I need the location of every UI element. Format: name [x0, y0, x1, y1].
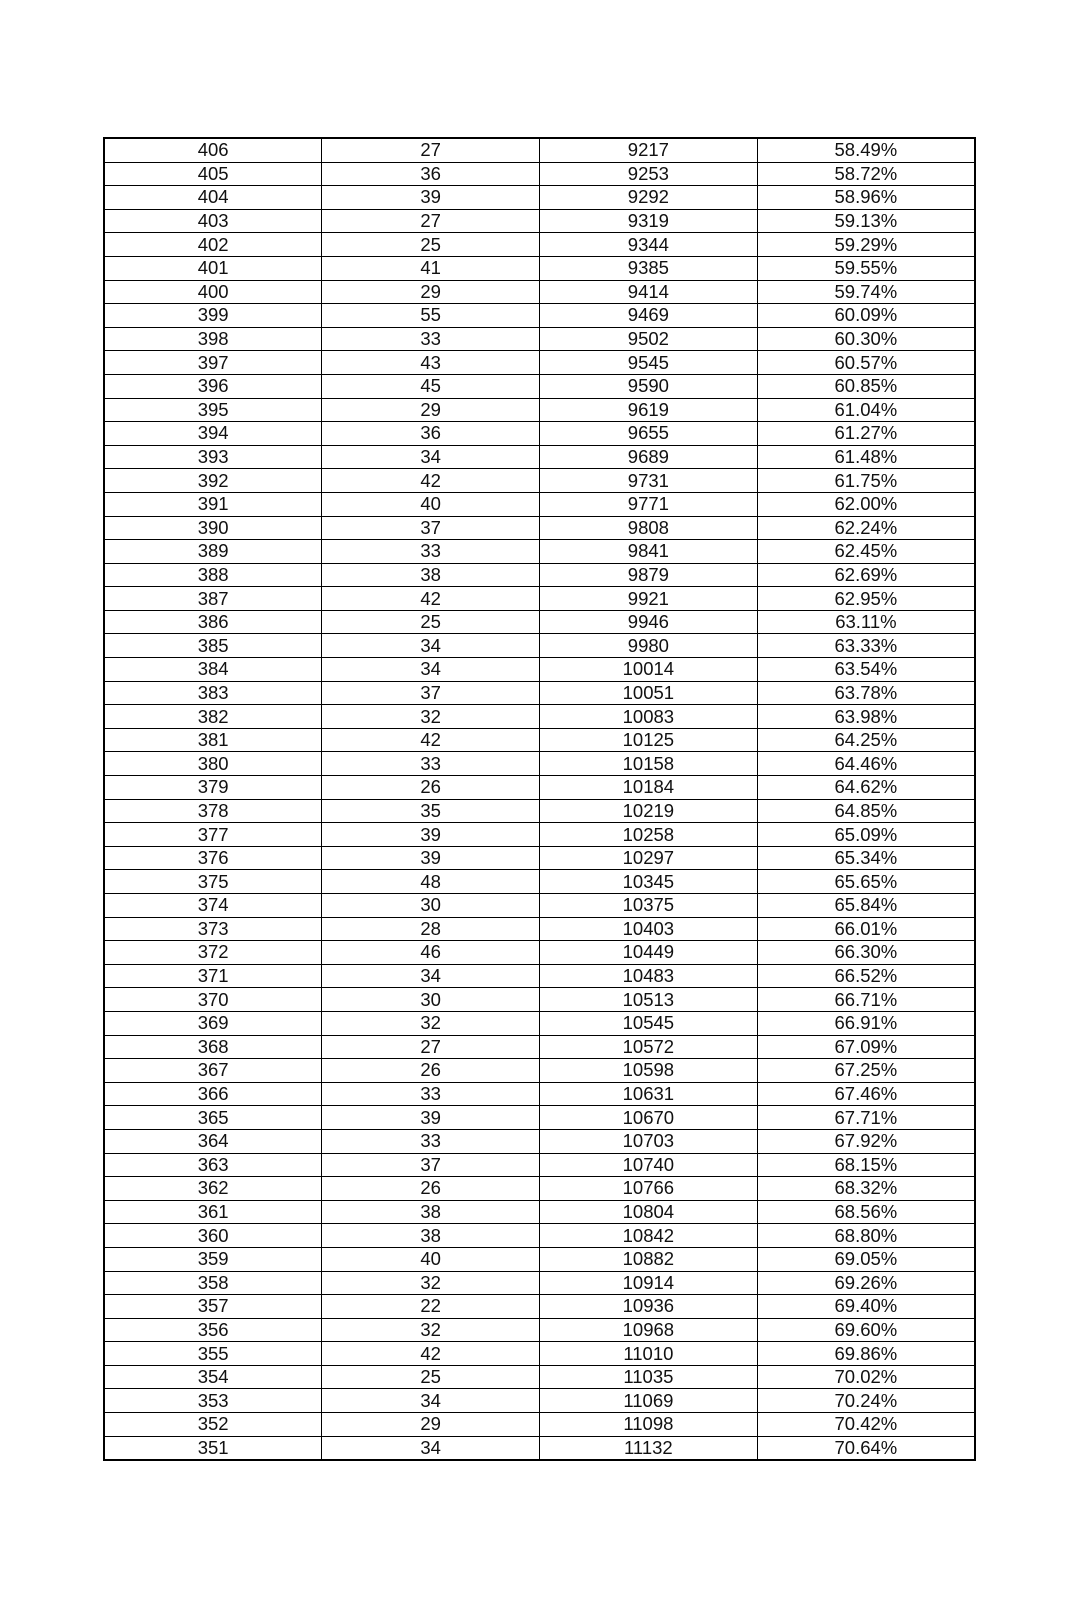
- count-cell: 34: [322, 1436, 540, 1460]
- table-row: [104, 1082, 975, 1106]
- percentage-cell: 67.71%: [757, 1106, 975, 1130]
- score-cell: 388: [104, 563, 322, 587]
- score-cell: 406: [104, 138, 322, 162]
- percentage-cell: 59.29%: [757, 233, 975, 257]
- count-cell: 33: [322, 1129, 540, 1153]
- percentage-cell: 70.02%: [757, 1365, 975, 1389]
- table-row: [104, 1295, 975, 1319]
- percentage-cell: 68.56%: [757, 1200, 975, 1224]
- cumulative-count-cell: 9921: [540, 587, 758, 611]
- percentage-cell: 63.54%: [757, 658, 975, 682]
- count-cell: 40: [322, 1247, 540, 1271]
- score-cell: 396: [104, 374, 322, 398]
- table-row: [104, 776, 975, 800]
- count-cell: 39: [322, 823, 540, 847]
- table-row: [104, 540, 975, 564]
- percentage-cell: 60.09%: [757, 304, 975, 328]
- table-row: [104, 870, 975, 894]
- percentage-cell: 69.86%: [757, 1342, 975, 1366]
- score-cell: 374: [104, 894, 322, 918]
- table-row: [104, 728, 975, 752]
- score-cell: 362: [104, 1177, 322, 1201]
- cumulative-count-cell: 9879: [540, 563, 758, 587]
- score-cell: 358: [104, 1271, 322, 1295]
- count-cell: 43: [322, 351, 540, 375]
- cumulative-count-cell: 10572: [540, 1035, 758, 1059]
- table-row: [104, 186, 975, 210]
- score-cell: 384: [104, 658, 322, 682]
- table-row: [104, 1059, 975, 1083]
- cumulative-count-cell: 10703: [540, 1129, 758, 1153]
- count-cell: 30: [322, 894, 540, 918]
- table-row: [104, 327, 975, 351]
- score-cell: 376: [104, 846, 322, 870]
- cumulative-count-cell: 10375: [540, 894, 758, 918]
- percentage-cell: 68.15%: [757, 1153, 975, 1177]
- score-cell: 398: [104, 327, 322, 351]
- score-cell: 378: [104, 799, 322, 823]
- table-row: [104, 964, 975, 988]
- count-cell: 35: [322, 799, 540, 823]
- score-cell: 372: [104, 941, 322, 965]
- percentage-cell: 62.24%: [757, 516, 975, 540]
- percentage-cell: 66.91%: [757, 1011, 975, 1035]
- cumulative-count-cell: 9619: [540, 398, 758, 422]
- score-cell: 352: [104, 1413, 322, 1437]
- table-row: [104, 233, 975, 257]
- count-cell: 33: [322, 1082, 540, 1106]
- percentage-cell: 62.69%: [757, 563, 975, 587]
- cumulative-count-cell: 9502: [540, 327, 758, 351]
- count-cell: 48: [322, 870, 540, 894]
- table-row: [104, 1271, 975, 1295]
- table-row: [104, 162, 975, 186]
- table-row: [104, 610, 975, 634]
- cumulative-count-cell: 9731: [540, 469, 758, 493]
- score-cell: 354: [104, 1365, 322, 1389]
- count-cell: 29: [322, 280, 540, 304]
- cumulative-count-cell: 10804: [540, 1200, 758, 1224]
- count-cell: 34: [322, 634, 540, 658]
- cumulative-count-cell: 10083: [540, 705, 758, 729]
- percentage-cell: 60.85%: [757, 374, 975, 398]
- cumulative-count-cell: 10631: [540, 1082, 758, 1106]
- score-cell: 381: [104, 728, 322, 752]
- cumulative-count-cell: 10184: [540, 776, 758, 800]
- score-cell: 375: [104, 870, 322, 894]
- table-row: [104, 138, 975, 162]
- count-cell: 32: [322, 1011, 540, 1035]
- count-cell: 26: [322, 1059, 540, 1083]
- score-cell: 383: [104, 681, 322, 705]
- score-cell: 402: [104, 233, 322, 257]
- cumulative-count-cell: 9545: [540, 351, 758, 375]
- cumulative-count-cell: 9590: [540, 374, 758, 398]
- cumulative-count-cell: 9414: [540, 280, 758, 304]
- cumulative-count-cell: 11069: [540, 1389, 758, 1413]
- cumulative-count-cell: 10483: [540, 964, 758, 988]
- percentage-cell: 66.52%: [757, 964, 975, 988]
- count-cell: 42: [322, 1342, 540, 1366]
- percentage-cell: 69.60%: [757, 1318, 975, 1342]
- percentage-cell: 63.78%: [757, 681, 975, 705]
- table-row: [104, 823, 975, 847]
- percentage-cell: 70.24%: [757, 1389, 975, 1413]
- score-cell: 373: [104, 917, 322, 941]
- table-row: [104, 681, 975, 705]
- table-row: [104, 988, 975, 1012]
- count-cell: 36: [322, 422, 540, 446]
- score-cell: 357: [104, 1295, 322, 1319]
- table-row: [104, 705, 975, 729]
- percentage-cell: 66.71%: [757, 988, 975, 1012]
- score-cell: 389: [104, 540, 322, 564]
- percentage-cell: 61.75%: [757, 469, 975, 493]
- cumulative-count-cell: 11098: [540, 1413, 758, 1437]
- count-cell: 33: [322, 540, 540, 564]
- percentage-cell: 61.27%: [757, 422, 975, 446]
- percentage-cell: 58.49%: [757, 138, 975, 162]
- count-cell: 28: [322, 917, 540, 941]
- table-row: [104, 846, 975, 870]
- table-row: [104, 799, 975, 823]
- score-cell: 400: [104, 280, 322, 304]
- percentage-cell: 62.00%: [757, 492, 975, 516]
- table-row: [104, 634, 975, 658]
- table-row: [104, 1106, 975, 1130]
- cumulative-count-cell: 10740: [540, 1153, 758, 1177]
- count-cell: 39: [322, 1106, 540, 1130]
- score-cell: 367: [104, 1059, 322, 1083]
- score-cell: 366: [104, 1082, 322, 1106]
- table-row: [104, 894, 975, 918]
- percentage-cell: 65.84%: [757, 894, 975, 918]
- count-cell: 45: [322, 374, 540, 398]
- percentage-cell: 61.48%: [757, 445, 975, 469]
- table-row: [104, 1177, 975, 1201]
- score-cell: 385: [104, 634, 322, 658]
- score-cell: 399: [104, 304, 322, 328]
- table-row: [104, 1413, 975, 1437]
- score-cell: 368: [104, 1035, 322, 1059]
- score-cell: 403: [104, 209, 322, 233]
- count-cell: 42: [322, 728, 540, 752]
- percentage-cell: 63.33%: [757, 634, 975, 658]
- cumulative-count-cell: 9771: [540, 492, 758, 516]
- score-cell: 395: [104, 398, 322, 422]
- percentage-cell: 59.13%: [757, 209, 975, 233]
- percentage-cell: 58.72%: [757, 162, 975, 186]
- cumulative-count-cell: 10513: [540, 988, 758, 1012]
- table-row: [104, 1436, 975, 1460]
- count-cell: 32: [322, 1318, 540, 1342]
- cumulative-count-cell: 10345: [540, 870, 758, 894]
- percentage-cell: 64.62%: [757, 776, 975, 800]
- cumulative-count-cell: 10545: [540, 1011, 758, 1035]
- percentage-cell: 59.55%: [757, 256, 975, 280]
- count-cell: 26: [322, 776, 540, 800]
- cumulative-count-cell: 9319: [540, 209, 758, 233]
- table-body: [104, 138, 975, 1460]
- count-cell: 38: [322, 1224, 540, 1248]
- count-cell: 39: [322, 846, 540, 870]
- score-cell: 404: [104, 186, 322, 210]
- table-row: [104, 374, 975, 398]
- count-cell: 25: [322, 610, 540, 634]
- percentage-cell: 69.26%: [757, 1271, 975, 1295]
- count-cell: 26: [322, 1177, 540, 1201]
- score-cell: 365: [104, 1106, 322, 1130]
- score-cell: 370: [104, 988, 322, 1012]
- table-row: [104, 1389, 975, 1413]
- cumulative-count-cell: 11035: [540, 1365, 758, 1389]
- cumulative-count-cell: 9980: [540, 634, 758, 658]
- score-cell: 380: [104, 752, 322, 776]
- score-cell: 382: [104, 705, 322, 729]
- score-cell: 387: [104, 587, 322, 611]
- table-row: [104, 752, 975, 776]
- score-cell: 361: [104, 1200, 322, 1224]
- score-cell: 351: [104, 1436, 322, 1460]
- percentage-cell: 64.25%: [757, 728, 975, 752]
- count-cell: 41: [322, 256, 540, 280]
- cumulative-count-cell: 10766: [540, 1177, 758, 1201]
- cumulative-count-cell: 9946: [540, 610, 758, 634]
- score-cell: 393: [104, 445, 322, 469]
- score-cell: 359: [104, 1247, 322, 1271]
- score-cell: 369: [104, 1011, 322, 1035]
- percentage-cell: 67.46%: [757, 1082, 975, 1106]
- cumulative-count-cell: 9253: [540, 162, 758, 186]
- cumulative-count-cell: 9292: [540, 186, 758, 210]
- percentage-cell: 68.32%: [757, 1177, 975, 1201]
- cumulative-count-cell: 10158: [540, 752, 758, 776]
- percentage-cell: 69.40%: [757, 1295, 975, 1319]
- percentage-cell: 64.85%: [757, 799, 975, 823]
- count-cell: 34: [322, 1389, 540, 1413]
- percentage-cell: 61.04%: [757, 398, 975, 422]
- score-cell: 371: [104, 964, 322, 988]
- percentage-cell: 63.11%: [757, 610, 975, 634]
- percentage-cell: 68.80%: [757, 1224, 975, 1248]
- score-cell: 405: [104, 162, 322, 186]
- percentage-cell: 60.30%: [757, 327, 975, 351]
- count-cell: 33: [322, 752, 540, 776]
- count-cell: 42: [322, 587, 540, 611]
- score-cell: 363: [104, 1153, 322, 1177]
- cumulative-count-cell: 10403: [540, 917, 758, 941]
- percentage-cell: 60.57%: [757, 351, 975, 375]
- score-cell: 353: [104, 1389, 322, 1413]
- table-row: [104, 1129, 975, 1153]
- cumulative-count-cell: 10014: [540, 658, 758, 682]
- table-row: [104, 1153, 975, 1177]
- table-row: [104, 398, 975, 422]
- table-row: [104, 1365, 975, 1389]
- count-cell: 55: [322, 304, 540, 328]
- score-distribution-table: [103, 137, 976, 1461]
- count-cell: 29: [322, 398, 540, 422]
- count-cell: 29: [322, 1413, 540, 1437]
- cumulative-count-cell: 10670: [540, 1106, 758, 1130]
- cumulative-count-cell: 10219: [540, 799, 758, 823]
- cumulative-count-cell: 9469: [540, 304, 758, 328]
- percentage-cell: 66.01%: [757, 917, 975, 941]
- score-cell: 392: [104, 469, 322, 493]
- cumulative-count-cell: 10936: [540, 1295, 758, 1319]
- table-row: [104, 492, 975, 516]
- percentage-cell: 70.64%: [757, 1436, 975, 1460]
- score-cell: 394: [104, 422, 322, 446]
- percentage-cell: 65.34%: [757, 846, 975, 870]
- table-row: [104, 658, 975, 682]
- count-cell: 39: [322, 186, 540, 210]
- percentage-cell: 62.95%: [757, 587, 975, 611]
- table-row: [104, 1011, 975, 1035]
- cumulative-count-cell: 9655: [540, 422, 758, 446]
- score-cell: 391: [104, 492, 322, 516]
- cumulative-count-cell: 10882: [540, 1247, 758, 1271]
- percentage-cell: 62.45%: [757, 540, 975, 564]
- percentage-cell: 59.74%: [757, 280, 975, 304]
- table-row: [104, 209, 975, 233]
- percentage-cell: 64.46%: [757, 752, 975, 776]
- table-row: [104, 516, 975, 540]
- cumulative-count-cell: 11132: [540, 1436, 758, 1460]
- score-cell: 377: [104, 823, 322, 847]
- percentage-cell: 65.65%: [757, 870, 975, 894]
- table-row: [104, 445, 975, 469]
- score-cell: 401: [104, 256, 322, 280]
- percentage-cell: 67.09%: [757, 1035, 975, 1059]
- table-row: [104, 1035, 975, 1059]
- cumulative-count-cell: 10914: [540, 1271, 758, 1295]
- count-cell: 37: [322, 1153, 540, 1177]
- cumulative-count-cell: 10598: [540, 1059, 758, 1083]
- percentage-cell: 67.25%: [757, 1059, 975, 1083]
- cumulative-count-cell: 10842: [540, 1224, 758, 1248]
- table-row: [104, 304, 975, 328]
- percentage-cell: 63.98%: [757, 705, 975, 729]
- percentage-cell: 70.42%: [757, 1413, 975, 1437]
- cumulative-count-cell: 10051: [540, 681, 758, 705]
- count-cell: 25: [322, 233, 540, 257]
- table-row: [104, 587, 975, 611]
- score-cell: 390: [104, 516, 322, 540]
- table-row: [104, 941, 975, 965]
- score-cell: 360: [104, 1224, 322, 1248]
- percentage-cell: 58.96%: [757, 186, 975, 210]
- count-cell: 27: [322, 209, 540, 233]
- count-cell: 40: [322, 492, 540, 516]
- count-cell: 37: [322, 681, 540, 705]
- count-cell: 32: [322, 1271, 540, 1295]
- count-cell: 37: [322, 516, 540, 540]
- score-cell: 355: [104, 1342, 322, 1366]
- count-cell: 38: [322, 1200, 540, 1224]
- count-cell: 34: [322, 964, 540, 988]
- count-cell: 38: [322, 563, 540, 587]
- percentage-cell: 67.92%: [757, 1129, 975, 1153]
- cumulative-count-cell: 10449: [540, 941, 758, 965]
- cumulative-count-cell: 10968: [540, 1318, 758, 1342]
- table-row: [104, 1318, 975, 1342]
- cumulative-count-cell: 10125: [540, 728, 758, 752]
- table-row: [104, 422, 975, 446]
- count-cell: 33: [322, 327, 540, 351]
- count-cell: 46: [322, 941, 540, 965]
- count-cell: 27: [322, 138, 540, 162]
- cumulative-count-cell: 11010: [540, 1342, 758, 1366]
- score-cell: 364: [104, 1129, 322, 1153]
- table-row: [104, 351, 975, 375]
- cumulative-count-cell: 9808: [540, 516, 758, 540]
- table-row: [104, 1200, 975, 1224]
- table-row: [104, 469, 975, 493]
- table-row: [104, 1224, 975, 1248]
- count-cell: 30: [322, 988, 540, 1012]
- cumulative-count-cell: 9689: [540, 445, 758, 469]
- table-row: [104, 1342, 975, 1366]
- cumulative-count-cell: 9344: [540, 233, 758, 257]
- table-row: [104, 563, 975, 587]
- count-cell: 42: [322, 469, 540, 493]
- count-cell: 34: [322, 658, 540, 682]
- cumulative-count-cell: 9841: [540, 540, 758, 564]
- table-row: [104, 256, 975, 280]
- cumulative-count-cell: 10297: [540, 846, 758, 870]
- score-cell: 397: [104, 351, 322, 375]
- score-cell: 356: [104, 1318, 322, 1342]
- table-row: [104, 1247, 975, 1271]
- percentage-cell: 66.30%: [757, 941, 975, 965]
- count-cell: 34: [322, 445, 540, 469]
- count-cell: 25: [322, 1365, 540, 1389]
- table-row: [104, 917, 975, 941]
- percentage-cell: 65.09%: [757, 823, 975, 847]
- table-row: [104, 280, 975, 304]
- cumulative-count-cell: 9217: [540, 138, 758, 162]
- count-cell: 32: [322, 705, 540, 729]
- count-cell: 22: [322, 1295, 540, 1319]
- percentage-cell: 69.05%: [757, 1247, 975, 1271]
- count-cell: 27: [322, 1035, 540, 1059]
- score-cell: 379: [104, 776, 322, 800]
- cumulative-count-cell: 10258: [540, 823, 758, 847]
- score-cell: 386: [104, 610, 322, 634]
- cumulative-count-cell: 9385: [540, 256, 758, 280]
- count-cell: 36: [322, 162, 540, 186]
